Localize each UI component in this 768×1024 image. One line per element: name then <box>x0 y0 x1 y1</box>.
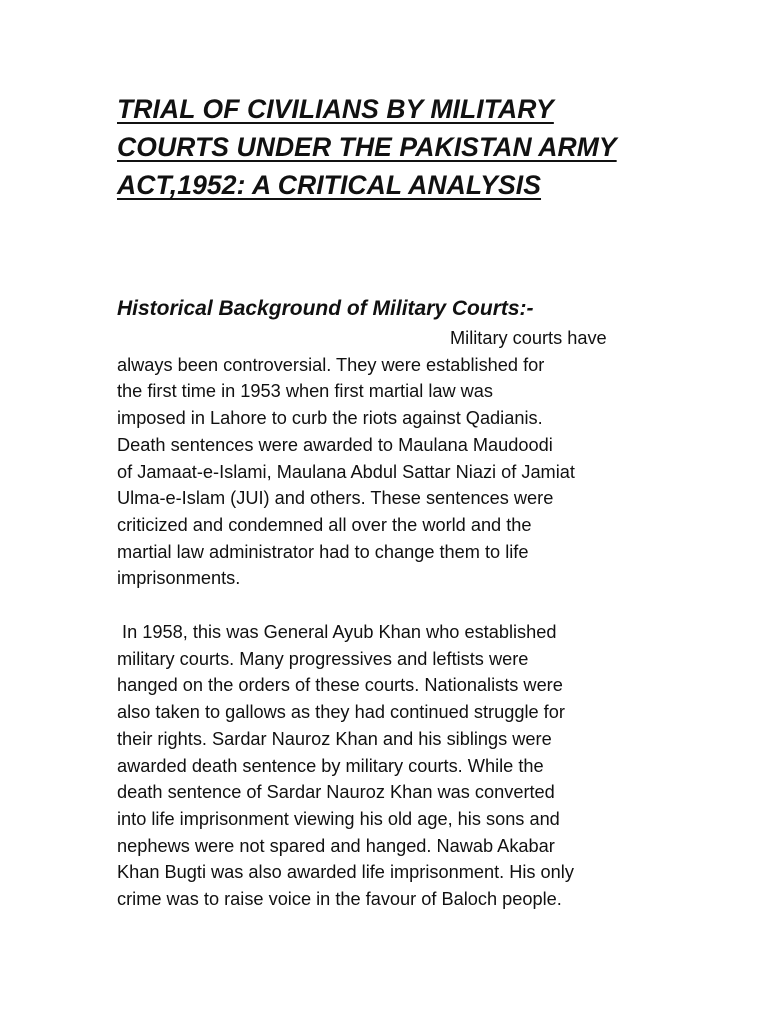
paragraph-line: nephews were not spared and hanged. Nawab Akabar <box>117 835 555 856</box>
paragraph-1 <box>117 325 657 592</box>
paragraph-line: hanged on the orders of these courts. Nationalists were <box>117 675 563 696</box>
title-line: ACT,1952: A CRITICAL ANALYSIS <box>117 170 542 200</box>
paragraph-line: Ulma-e-Islam (JUI) and others. These sentences were <box>117 488 554 509</box>
paragraph-line: always been controversial. They were established for <box>117 354 545 375</box>
paragraph-line: imposed in Lahore to curb the riots against Qadianis. <box>117 408 543 429</box>
document-title <box>117 90 677 204</box>
paragraph-line: military courts. Many progressives and leftists were <box>117 648 529 669</box>
paragraph-line: awarded death sentence by military courts. While the <box>117 755 544 776</box>
section-heading: Historical Background of Military Courts:- <box>117 297 534 320</box>
paragraph-line: Death sentences were awarded to Maulana Maudoodi <box>117 434 553 455</box>
paragraph-line: also taken to gallows as they had continued struggle for <box>117 702 565 723</box>
title-line: COURTS UNDER THE PAKISTAN ARMY <box>117 132 617 162</box>
paragraph-line: of Jamaat-e-Islami, Maulana Abdul Sattar Niazi of Jamiat <box>117 461 575 482</box>
paragraph-line: martial law administrator had to change them to life <box>117 541 529 562</box>
paragraph-line: the first time in 1953 when first martial law was <box>117 381 494 402</box>
paragraph-line: their rights. Sardar Nauroz Khan and his siblings were <box>117 728 552 749</box>
paragraph-line: Military courts have <box>450 328 607 348</box>
paragraph-line: In 1958, this was General Ayub Khan who established <box>117 622 557 642</box>
paragraph-line: Khan Bugti was also awarded life imprisonment. His only <box>117 862 574 883</box>
paragraph-line: into life imprisonment viewing his old age, his sons and <box>117 808 560 829</box>
paragraph-2 <box>117 619 657 913</box>
paragraph-line: death sentence of Sardar Nauroz Khan was converted <box>117 782 555 803</box>
paragraph-line: criticized and condemned all over the world and the <box>117 514 532 535</box>
title-line: TRIAL OF CIVILIANS BY MILITARY <box>117 94 554 124</box>
paragraph-line: imprisonments. <box>117 568 241 589</box>
paragraph-line: crime was to raise voice in the favour of Baloch people. <box>117 889 562 910</box>
